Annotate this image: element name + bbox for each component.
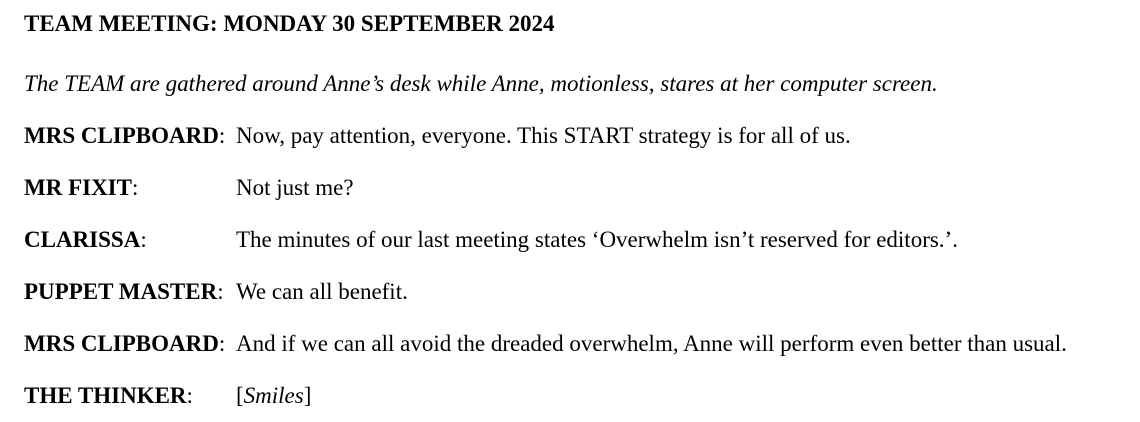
speaker-name	[24, 226, 230, 254]
dialogue-text: The minutes of our last meeting states ‘Overwhelm isn’t reserved for editors.’.	[236, 227, 958, 252]
speaker-name-text: MRS CLIPBOARD	[24, 331, 219, 356]
action-bracket-open: [	[236, 383, 244, 408]
speaker-name-text: MRS CLIPBOARD	[24, 123, 219, 148]
speaker-name-text: MR FIXIT	[24, 175, 132, 200]
dialogue-text: Now, pay attention, everyone. This START strategy is for all of us.	[236, 123, 851, 148]
dialogue-line	[24, 174, 1116, 202]
speaker-colon: :	[140, 227, 147, 252]
action-bracket-close: ]	[303, 383, 312, 408]
speaker-name-text: CLARISSA	[24, 227, 141, 252]
speaker-name-text: THE THINKER	[24, 383, 187, 408]
speaker-colon: :	[186, 383, 193, 408]
action-text: Smiles	[243, 383, 304, 408]
dialogue-text: And if we can all avoid the dreaded overwhelm, Anne will perform even better than usual.	[236, 331, 1067, 356]
speaker-colon: :	[217, 279, 224, 304]
speaker-name	[24, 122, 230, 150]
speaker-colon: :	[131, 175, 139, 200]
dialogue-line	[24, 382, 1116, 410]
dialogue-text: Not just me?	[236, 175, 354, 200]
speaker-colon: :	[218, 123, 226, 148]
dialogue-line	[24, 278, 1116, 306]
dialogue-action	[236, 383, 311, 408]
dialogue-text: We can all benefit.	[236, 279, 408, 304]
speaker-name	[24, 330, 230, 358]
speaker-colon: :	[218, 331, 226, 356]
speaker-name	[24, 382, 230, 410]
speaker-name	[24, 174, 230, 202]
dialogue-line	[24, 122, 1116, 150]
speaker-name	[24, 278, 230, 306]
meeting-title: TEAM MEETING: MONDAY 30 SEPTEMBER 2024	[24, 11, 555, 36]
stage-direction: The TEAM are gathered around Anne’s desk while Anne, motionless, stares at her computer screen.	[24, 71, 938, 96]
dialogue-line	[24, 330, 1116, 358]
dialogue-line	[24, 226, 1116, 254]
speaker-name-text: PUPPET MASTER	[24, 279, 218, 304]
